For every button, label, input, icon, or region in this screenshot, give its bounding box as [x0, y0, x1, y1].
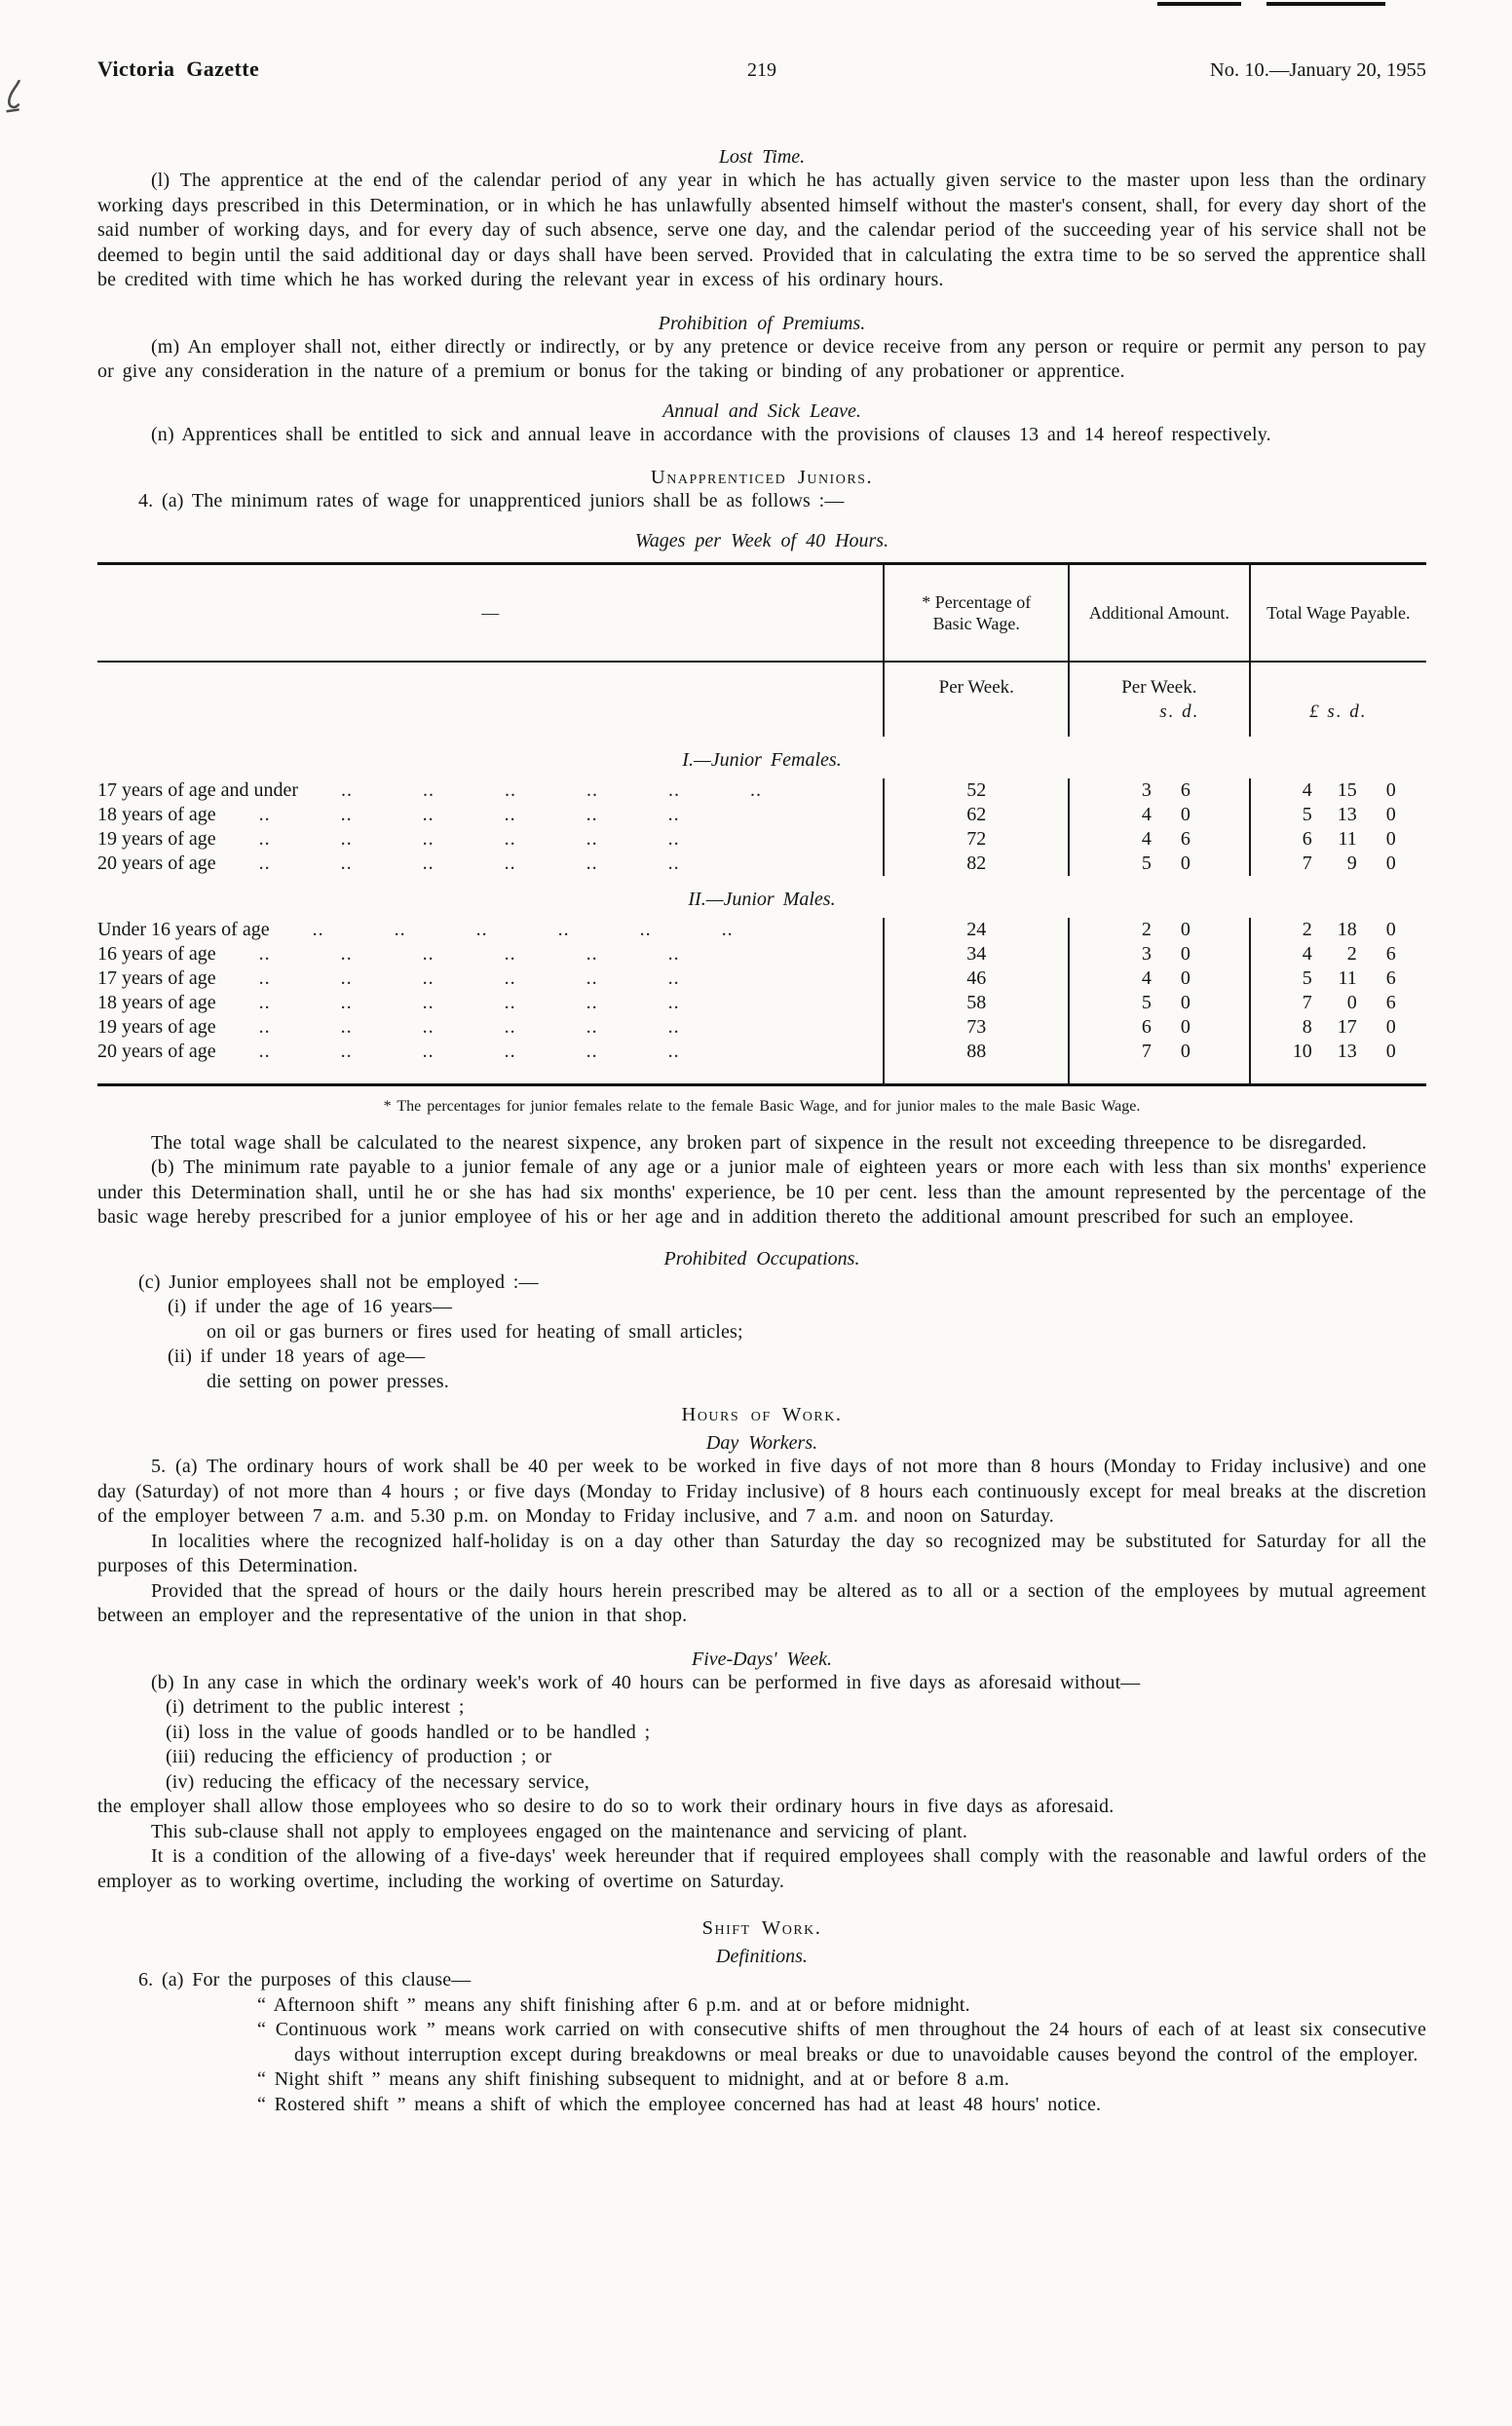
five-days-item-iv: (iv) reducing the efficacy of the necessary service,	[166, 1770, 590, 1793]
col-header-additional: Additional Amount.	[1069, 563, 1250, 662]
subheader-percentage: Per Week.	[884, 662, 1069, 737]
cell-total: 5 13 0	[1250, 803, 1426, 827]
row-label: 18 years of age	[97, 991, 216, 1013]
row-label: Under 16 years of age	[97, 918, 270, 940]
paragraph-leave: (n) Apprentices shall be entitled to sick and annual leave in accordance with the provisions of clauses 13 and 14 hereof respectively.	[151, 423, 1271, 445]
cell-total: 6 11 0	[1250, 827, 1426, 852]
cell-percentage: 34	[884, 942, 1069, 967]
section-heading-shift-work: Shift Work.	[701, 1917, 822, 1939]
paragraph-subclause: This sub-clause shall not apply to employees engaged on the maintenance and servicing of plant.	[151, 1820, 968, 1842]
paragraph-premiums: (m) An employer shall not, either directly or indirectly, or by any pretence or device receive from any person or require or permit any person to pay or give any consideration in the nature of a premium or bonus for the taking or binding of any probationer or apprentice.	[97, 335, 1426, 382]
paragraph-juniors-intro: 4. (a) The minimum rates of wage for unapprenticed juniors shall be as follows :—	[138, 490, 845, 512]
dot-leader: .. .. .. .. .. ..	[341, 778, 763, 801]
cell-total: 5 11 6	[1250, 967, 1426, 991]
cell-percentage: 73	[884, 1015, 1069, 1040]
five-days-item-iii: (iii) reducing the efficiency of production ; or	[166, 1746, 552, 1767]
paragraph-five-days-continuation: the employer shall allow those employees who so desire to do so to work their ordinary hours in five days as aforesaid.	[97, 1796, 1115, 1817]
table-blank-header: —	[97, 563, 884, 662]
subheader-additional: Per Week. s. d.	[1069, 662, 1250, 737]
cell-total: 7 0 6	[1250, 991, 1426, 1015]
section-heading-prohibited-occupations: Prohibited Occupations.	[663, 1247, 860, 1270]
col-header-total: Total Wage Payable.	[1250, 563, 1426, 662]
cell-percentage: 88	[884, 1040, 1069, 1064]
col-header-percentage: * Percentage of Basic Wage.	[884, 563, 1069, 662]
row-label: 20 years of age	[97, 852, 216, 874]
table-row	[97, 942, 1426, 967]
dot-leader: .. .. .. .. .. ..	[258, 1015, 680, 1038]
dot-leader: .. .. .. .. .. ..	[258, 1040, 680, 1062]
occupation-item-i-detail: on oil or gas burners or fires used for heating of small articles;	[207, 1320, 743, 1343]
subheader-total: £ s. d.	[1250, 662, 1426, 737]
table-spacer-row	[97, 1064, 1426, 1085]
five-days-item-i: (i) detriment to the public interest ;	[166, 1696, 465, 1718]
cell-additional: 3 6	[1069, 778, 1250, 803]
cell-total: 8 17 0	[1250, 1015, 1426, 1040]
table-row	[97, 852, 1426, 876]
paragraph-lost-time: (l) The apprentice at the end of the calendar period of any year in which he has actually given service to the master upon less than the ordinary working days prescribed in this Determination, or in which he has unlawfully absented himself without the master's consent, shall, for every day short of the said number of working days, and for every day of such absence, serve one day, and the calendar period of the succeeding year of his service shall not be deemed to begin until the said additional day or days shall have been served. Provided that in calculating the extra time to be so served the apprentice shall be credited with time which he has worked during the relevant year in excess of his ordinary hours.	[97, 170, 1426, 290]
table-header-row	[97, 563, 1426, 662]
dot-leader: .. .. .. .. .. ..	[258, 991, 680, 1013]
cell-additional: 6 0	[1069, 1015, 1250, 1040]
definition-afternoon-shift: “ Afternoon shift ” means any shift finishing after 6 p.m. and at or before midnight.	[257, 1993, 970, 2016]
table-row	[97, 1015, 1426, 1040]
row-label: 19 years of age	[97, 1015, 216, 1038]
row-label: 20 years of age	[97, 1040, 216, 1062]
occupation-item-ii: (ii) if under 18 years of age—	[168, 1346, 426, 1367]
row-label: 16 years of age	[97, 942, 216, 965]
section-heading-unapprenticed-juniors: Unapprenticed Juniors.	[650, 467, 874, 488]
group-heading-junior-females: I.—Junior Females.	[682, 748, 842, 771]
table-footnote: * The percentages for junior females relate to the female Basic Wage, and for junior males to the male Basic Wage.	[383, 1097, 1141, 1115]
wage-table	[97, 562, 1426, 1086]
occupation-item-i: (i) if under the age of 16 years—	[168, 1296, 453, 1317]
paragraph-localities: In localities where the recognized half-holiday is on a day other than Saturday the day so recognized may be substituted for Saturday for all the purposes of this Determination.	[97, 1530, 1426, 1576]
issue-date: No. 10.—January 20, 1955	[1209, 59, 1426, 81]
page-header	[97, 57, 1426, 82]
definition-night-shift: “ Night shift ” means any shift finishing subsequent to midnight, and at or before 8 a.m.	[257, 2068, 1009, 2090]
cell-additional: 5 0	[1069, 991, 1250, 1015]
dot-leader: .. .. .. .. .. ..	[258, 942, 680, 965]
subheading-day-workers: Day Workers.	[705, 1432, 818, 1454]
cell-percentage: 62	[884, 803, 1069, 827]
definition-continuous-work: “ Continuous work ” means work carried on with consecutive shifts of men throughout the 24 hours of each of at least six consecutive days without interruption except during breakdowns or meal breaks or due to unavoidable causes beyond the control of the employer.	[257, 2019, 1426, 2066]
section-heading-hours-of-work: Hours of Work.	[681, 1404, 843, 1425]
cell-additional: 5 0	[1069, 852, 1250, 876]
paragraph-occupations-intro: (c) Junior employees shall not be employed :—	[138, 1270, 539, 1293]
section-heading-five-days-week: Five-Days' Week.	[691, 1648, 833, 1670]
definition-rostered-shift: “ Rostered shift ” means a shift of which the employee concerned has had at least 48 hours' notice.	[257, 2093, 1102, 2115]
table-row	[97, 918, 1426, 942]
cell-additional: 4 0	[1069, 967, 1250, 991]
paragraph-five-days-intro: (b) In any case in which the ordinary week's work of 40 hours can be performed in five days as aforesaid without—	[151, 1671, 1141, 1693]
subheading-definitions: Definitions.	[716, 1946, 808, 1967]
row-label: 18 years of age	[97, 803, 216, 825]
paragraph-condition: It is a condition of the allowing of a five-days' week hereunder that if required employees shall comply with the reasonable and lawful orders of the employer as to working overtime, including the working of overtime on Saturday.	[97, 1845, 1426, 1892]
cell-percentage: 58	[884, 991, 1069, 1015]
cell-total: 2 18 0	[1250, 918, 1426, 942]
paragraph-provided: Provided that the spread of hours or the daily hours herein prescribed may be altered as to all or a section of the employees by mutual agreement between an employer and the representative of the union in that shop.	[97, 1579, 1426, 1626]
cell-additional: 4 6	[1069, 827, 1250, 852]
occupation-item-ii-detail: die setting on power presses.	[207, 1370, 449, 1392]
paragraph-hours-a: 5. (a) The ordinary hours of work shall be 40 per week to be worked in five days of not more than 8 hours (Monday to Friday inclusive) and one day (Saturday) of not more than 4 hours ; or five days (Monday to Friday inclusive) of 8 hours each continuously except for meal breaks at the discretion of the employer between 7 a.m. and 5.30 p.m. on Monday to Friday inclusive, and 7 a.m. and noon on Saturday.	[97, 1456, 1426, 1527]
dot-leader: .. .. .. .. .. ..	[258, 803, 680, 825]
dot-leader: .. .. .. .. .. ..	[258, 827, 680, 850]
table-subheader-row	[97, 662, 1426, 737]
cell-additional: 4 0	[1069, 803, 1250, 827]
five-days-item-ii: (ii) loss in the value of goods handled or to be handled ;	[166, 1721, 651, 1743]
dot-leader: .. .. .. .. .. ..	[258, 852, 680, 874]
table-row	[97, 1040, 1426, 1064]
paragraph-junior-rate-b: (b) The minimum rate payable to a junior female of any age or a junior male of eighteen years or more each with less than six months' experience under this Determination shall, until he or she has had six months' experience, be 10 per cent. less than the amount represented by the percentage of the basic wage hereby prescribed for a junior employee of his or her age and in addition thereto the additional amount prescribed for such an employee.	[97, 1156, 1426, 1228]
section-heading-leave: Annual and Sick Leave.	[662, 399, 861, 422]
cell-additional: 3 0	[1069, 942, 1250, 967]
table-row	[97, 991, 1426, 1015]
row-label: 17 years of age	[97, 967, 216, 989]
cell-total: 7 9 0	[1250, 852, 1426, 876]
cell-percentage: 72	[884, 827, 1069, 852]
cell-additional: 2 0	[1069, 918, 1250, 942]
section-heading-lost-time: Lost Time.	[718, 146, 806, 168]
cell-percentage: 82	[884, 852, 1069, 876]
table-row	[97, 827, 1426, 852]
cell-total: 4 15 0	[1250, 778, 1426, 803]
cell-percentage: 24	[884, 918, 1069, 942]
section-heading-premiums: Prohibition of Premiums.	[658, 312, 866, 334]
page-number: 219	[746, 59, 776, 81]
cell-total: 10 13 0	[1250, 1040, 1426, 1064]
table-row	[97, 967, 1426, 991]
cell-total: 4 2 6	[1250, 942, 1426, 967]
row-label: 19 years of age	[97, 827, 216, 850]
paragraph-shift-intro: 6. (a) For the purposes of this clause—	[138, 1969, 472, 1990]
cell-additional: 7 0	[1069, 1040, 1250, 1064]
cell-percentage: 52	[884, 778, 1069, 803]
dot-leader: .. .. .. .. .. ..	[258, 967, 680, 989]
table-title: Wages per Week of 40 Hours.	[634, 529, 889, 551]
group-heading-junior-males: II.—Junior Males.	[688, 888, 836, 910]
paragraph-rounding: The total wage shall be calculated to the nearest sixpence, any broken part of sixpence in the result not exceeding threepence to be disregarded.	[151, 1131, 1367, 1154]
row-label: 17 years of age and under	[97, 778, 299, 801]
cell-percentage: 46	[884, 967, 1069, 991]
publication-title: Victoria Gazette	[97, 57, 260, 81]
table-row	[97, 778, 1426, 803]
dot-leader: .. .. .. .. .. ..	[312, 918, 734, 940]
table-row	[97, 803, 1426, 827]
